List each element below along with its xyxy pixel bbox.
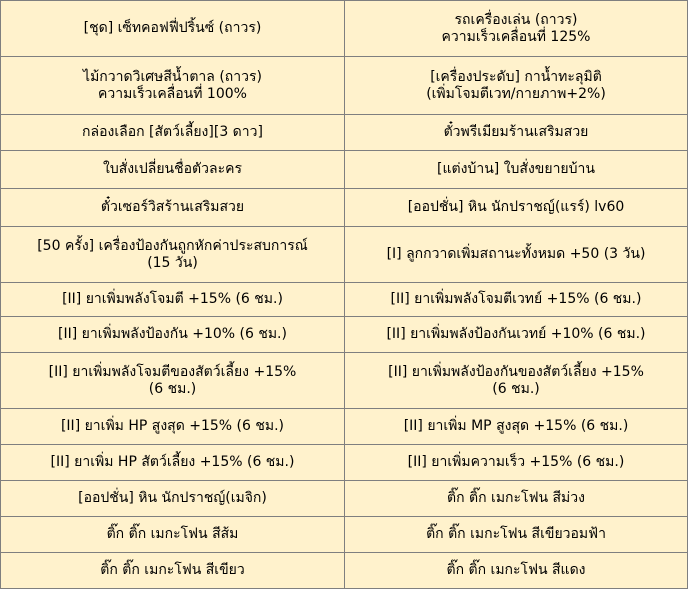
cell-text: [II] ยาเพิ่มพลังโจมตีเวทย์ +15% (6 ชม.): [390, 291, 642, 307]
table-cell-left: [1, 151, 345, 189]
table-cell-right: [345, 517, 688, 553]
table-cell-right: [345, 283, 688, 317]
table-cell-left: [1, 1, 345, 57]
cell-text: [II] ยาเพิ่มพลังป้องกัน +10% (6 ชม.): [58, 326, 287, 342]
reward-table-body: [1, 1, 688, 589]
table-row: [1, 517, 688, 553]
cell-text: [50 ครั้ง] เครื่องป้องกันถูกหักค่าประสบการณ์: [37, 237, 308, 254]
table-cell-right: [345, 151, 688, 189]
table-cell-left: [1, 227, 345, 283]
cell-text: (6 ชม.): [492, 380, 540, 397]
table-row: [1, 1, 688, 57]
table-row: [1, 445, 688, 481]
table-cell-left: [1, 57, 345, 115]
cell-text: [I] ลูกกวาดเพิ่มสถานะทั้งหมด +50 (3 วัน): [386, 246, 646, 262]
cell-text: รถเครื่องเล่น (ถาวร): [454, 11, 578, 28]
table-cell-left: [1, 517, 345, 553]
cell-text: [ออปชั่น] หิน นักปราชญ์(แรร์) lv60: [407, 199, 625, 215]
cell-text: [II] ยาเพิ่ม HP สูงสุด +15% (6 ชม.): [60, 418, 285, 434]
table-cell-left: [1, 317, 345, 353]
cell-text: ใบสั่งเปลี่ยนชื่อตัวละคร: [103, 161, 242, 177]
table-cell-left: [1, 445, 345, 481]
table-row: [1, 553, 688, 589]
table-cell-left: [1, 481, 345, 517]
table-cell-right: [345, 115, 688, 151]
cell-text: ติ๊ก ติ๊ก เมกะโฟน สีม่วง: [447, 490, 585, 506]
table-cell-left: [1, 115, 345, 151]
cell-text: [II] ยาเพิ่มความเร็ว +15% (6 ชม.): [407, 454, 625, 470]
cell-text: [เครื่องประดับ] กาน้ำทะลุมิติ: [430, 68, 602, 85]
cell-text: ความเร็วเคลื่อนที่ 100%: [98, 85, 247, 102]
table-cell-right: [345, 189, 688, 227]
table-cell-left: [1, 353, 345, 409]
table-cell-left: [1, 283, 345, 317]
table-row: [1, 409, 688, 445]
table-row: [1, 115, 688, 151]
cell-text: ติ๊ก ติ๊ก เมกะโฟน สีแดง: [446, 562, 586, 578]
cell-text: [II] ยาเพิ่มพลังโจมตีของสัตว์เลี้ยง +15%: [48, 363, 297, 380]
table-cell-left: [1, 553, 345, 589]
table-row: [1, 57, 688, 115]
table-cell-left: [1, 189, 345, 227]
table-row: [1, 481, 688, 517]
cell-text: [ออปชั่น] หิน นักปราชญ์(เมจิก): [78, 490, 267, 506]
cell-text: กล่องเลือก [สัตว์เลี้ยง][3 ดาว]: [82, 124, 263, 140]
table-row: [1, 151, 688, 189]
table-row: [1, 283, 688, 317]
table-cell-right: [345, 317, 688, 353]
cell-text: ติ๊ก ติ๊ก เมกะโฟน สีส้ม: [106, 526, 239, 542]
cell-text: [II] ยาเพิ่มพลังโจมตี +15% (6 ชม.): [62, 291, 283, 307]
cell-text: [II] ยาเพิ่ม HP สัตว์เลี้ยง +15% (6 ชม.): [50, 454, 295, 470]
table-row: [1, 317, 688, 353]
cell-text: [II] ยาเพิ่ม MP สูงสุด +15% (6 ชม.): [403, 418, 629, 434]
cell-text: ตั๋วพรีเมียมร้านเสริมสวย: [443, 124, 589, 140]
cell-text: ตั๋วเซอร์วิสร้านเสริมสวย: [100, 199, 245, 215]
cell-text: [II] ยาเพิ่มพลังป้องกันของสัตว์เลี้ยง +15%: [388, 363, 644, 380]
table-cell-right: [345, 553, 688, 589]
cell-text: [ชุด] เซ็ทคอฟฟี่ปริ้นซ์ (ถาวร): [83, 20, 262, 36]
cell-text: (15 วัน): [147, 254, 198, 271]
cell-text: ไม้กวาดวิเศษสีน้ำตาล (ถาวร): [83, 68, 262, 85]
cell-text: (เพิ่มโจมตีเวท/กายภาพ+2%): [426, 85, 606, 102]
table-cell-right: [345, 445, 688, 481]
cell-text: [II] ยาเพิ่มพลังป้องกันเวทย์ +10% (6 ชม.): [386, 326, 646, 342]
table-row: [1, 189, 688, 227]
table-cell-right: [345, 353, 688, 409]
table-cell-right: [345, 409, 688, 445]
table-row: [1, 353, 688, 409]
table-row: [1, 227, 688, 283]
cell-text: (6 ชม.): [148, 380, 197, 397]
cell-text: [แต่งบ้าน] ใบสั่งขยายบ้าน: [437, 161, 595, 177]
table-cell-right: [345, 1, 688, 57]
cell-text: ติ๊ก ติ๊ก เมกะโฟน สีเขียวอมฟ้า: [426, 526, 606, 542]
table-cell-left: [1, 409, 345, 445]
table-cell-right: [345, 481, 688, 517]
cell-text: ความเร็วเคลื่อนที่ 125%: [441, 28, 591, 45]
table-cell-right: [345, 227, 688, 283]
table-cell-right: [345, 57, 688, 115]
cell-text: ติ๊ก ติ๊ก เมกะโฟน สีเขียว: [100, 562, 245, 578]
